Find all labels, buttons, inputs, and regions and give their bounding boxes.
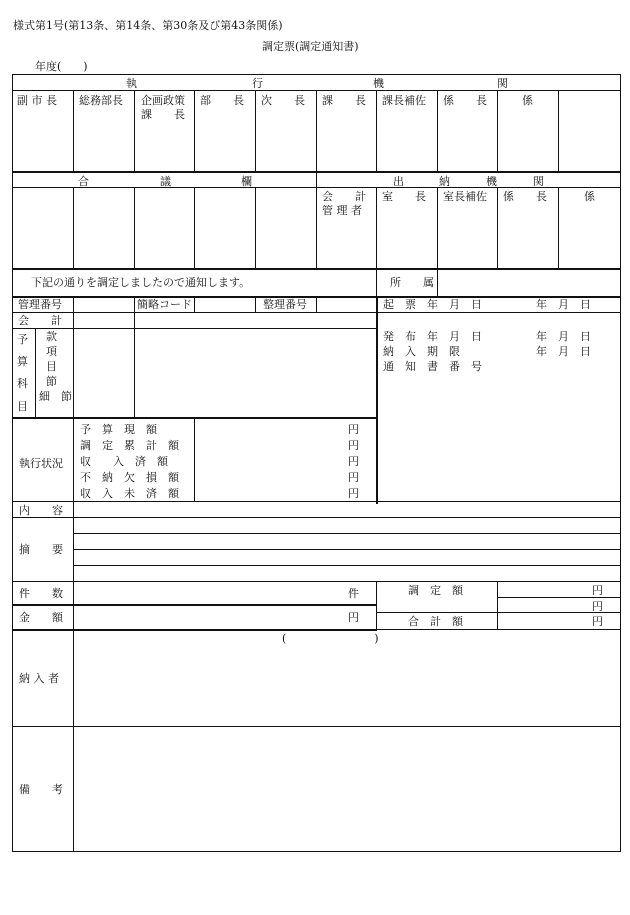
- due-date-label: 納 入 期 限: [383, 345, 460, 358]
- exec-title-1: 執: [126, 77, 137, 90]
- role-office-assistant: 室長補佐: [443, 190, 487, 203]
- budget-moku: 目: [46, 360, 57, 373]
- due-date-value[interactable]: 年 月 日: [536, 345, 591, 358]
- budget-kan: 款: [46, 330, 57, 343]
- role-accountant-2: 管 理 者: [322, 204, 362, 217]
- budget-kou: 項: [46, 345, 57, 358]
- council-title-2: 議: [160, 175, 171, 188]
- count-label: 件 数: [19, 587, 63, 600]
- treasury-title-4: 関: [533, 175, 544, 188]
- exec-title-3: 機: [373, 77, 384, 90]
- status-received: 収 入 済 額: [80, 455, 168, 468]
- status-unit-2: 円: [348, 439, 359, 452]
- notice-text: 下記の通りを調定しましたので通知します。: [31, 276, 251, 289]
- remarks-label: 備 考: [19, 783, 63, 796]
- fiscal-year-field[interactable]: 年度( ): [35, 60, 88, 73]
- status-unit-4: 円: [348, 471, 359, 484]
- draft-date-label: 起 票 年 月 日: [383, 298, 482, 311]
- budget-saisetsu: 細 節: [39, 390, 72, 403]
- role-subsection-chief: 係 長: [443, 94, 487, 107]
- status-label: 執行状況: [19, 457, 63, 470]
- assessed-unit-2: 円: [592, 600, 603, 613]
- count-unit: 件: [348, 587, 359, 600]
- treasury-title-1: 出: [393, 175, 404, 188]
- assessed-amount-label: 調 定 額: [408, 584, 463, 597]
- short-code-label: 簡略コード: [137, 298, 192, 311]
- treasury-title-2: 納: [439, 175, 450, 188]
- accounting-label: 会 計: [18, 314, 62, 327]
- role-planning-policy: 企画政策: [141, 94, 185, 107]
- role-treasury-staff: 係: [584, 190, 595, 203]
- role-assistant-chief: 課長補佐: [382, 94, 426, 107]
- budget-setsu: 節: [46, 375, 57, 388]
- role-planning-policy-chief: 課 長: [141, 108, 185, 121]
- payer-label: 納 入 者: [19, 672, 59, 685]
- role-staff: 係: [522, 94, 533, 107]
- issue-date-label: 発 布 年 月 日: [383, 330, 482, 343]
- budget-vertical-3: 科: [17, 377, 28, 390]
- exec-title-4: 関: [497, 77, 508, 90]
- summary-label: 摘 要: [19, 543, 63, 556]
- role-section-chief: 課 長: [322, 94, 366, 107]
- reference-no-label: 整理番号: [263, 298, 307, 311]
- notice-no-label: 通 知 書 番 号: [383, 360, 482, 373]
- role-treasury-subchief: 係 長: [503, 190, 547, 203]
- total-unit: 円: [592, 615, 603, 628]
- management-no-label: 管理番号: [18, 298, 62, 311]
- status-unit-3: 円: [348, 455, 359, 468]
- amount-unit: 円: [348, 611, 359, 624]
- draft-date-value[interactable]: 年 月 日: [536, 298, 591, 311]
- affiliation-label: 所 属: [390, 276, 434, 289]
- issue-date-value[interactable]: 年 月 日: [536, 330, 591, 343]
- amount-label: 金 額: [19, 611, 63, 624]
- form-title: 調定票(調定通知書): [262, 40, 359, 53]
- status-unpaid: 収 入 未 済 額: [80, 487, 179, 500]
- role-general-affairs-director: 総務部長: [79, 94, 123, 107]
- form-number: 様式第1号(第13条、第14条、第30条及び第43条関係): [13, 19, 283, 32]
- role-department-head: 部 長: [200, 94, 244, 107]
- payer-paren[interactable]: ( ): [282, 632, 379, 645]
- role-deputy-head: 次 長: [261, 94, 305, 107]
- status-unit-1: 円: [348, 423, 359, 436]
- status-assessed-cumulative: 調 定 累 計 額: [80, 439, 179, 452]
- contents-label: 内 容: [19, 504, 63, 517]
- role-office-chief: 室 長: [382, 190, 426, 203]
- status-uncollectible: 不 納 欠 損 額: [80, 471, 179, 484]
- total-amount-label: 合 計 額: [408, 615, 463, 628]
- council-title-3: 欄: [241, 175, 252, 188]
- status-unit-5: 円: [348, 487, 359, 500]
- role-vice-mayor: 副 市 長: [17, 94, 57, 107]
- council-title-1: 合: [78, 175, 89, 188]
- budget-vertical-4: 目: [17, 400, 28, 413]
- assessed-unit: 円: [592, 584, 603, 597]
- treasury-title-3: 機: [486, 175, 497, 188]
- exec-title-2: 行: [252, 77, 263, 90]
- budget-vertical-2: 算: [17, 355, 28, 368]
- status-budget-current: 予 算 現 額: [80, 423, 157, 436]
- budget-vertical-1: 予: [17, 333, 28, 346]
- role-accountant: 会 計: [322, 190, 366, 203]
